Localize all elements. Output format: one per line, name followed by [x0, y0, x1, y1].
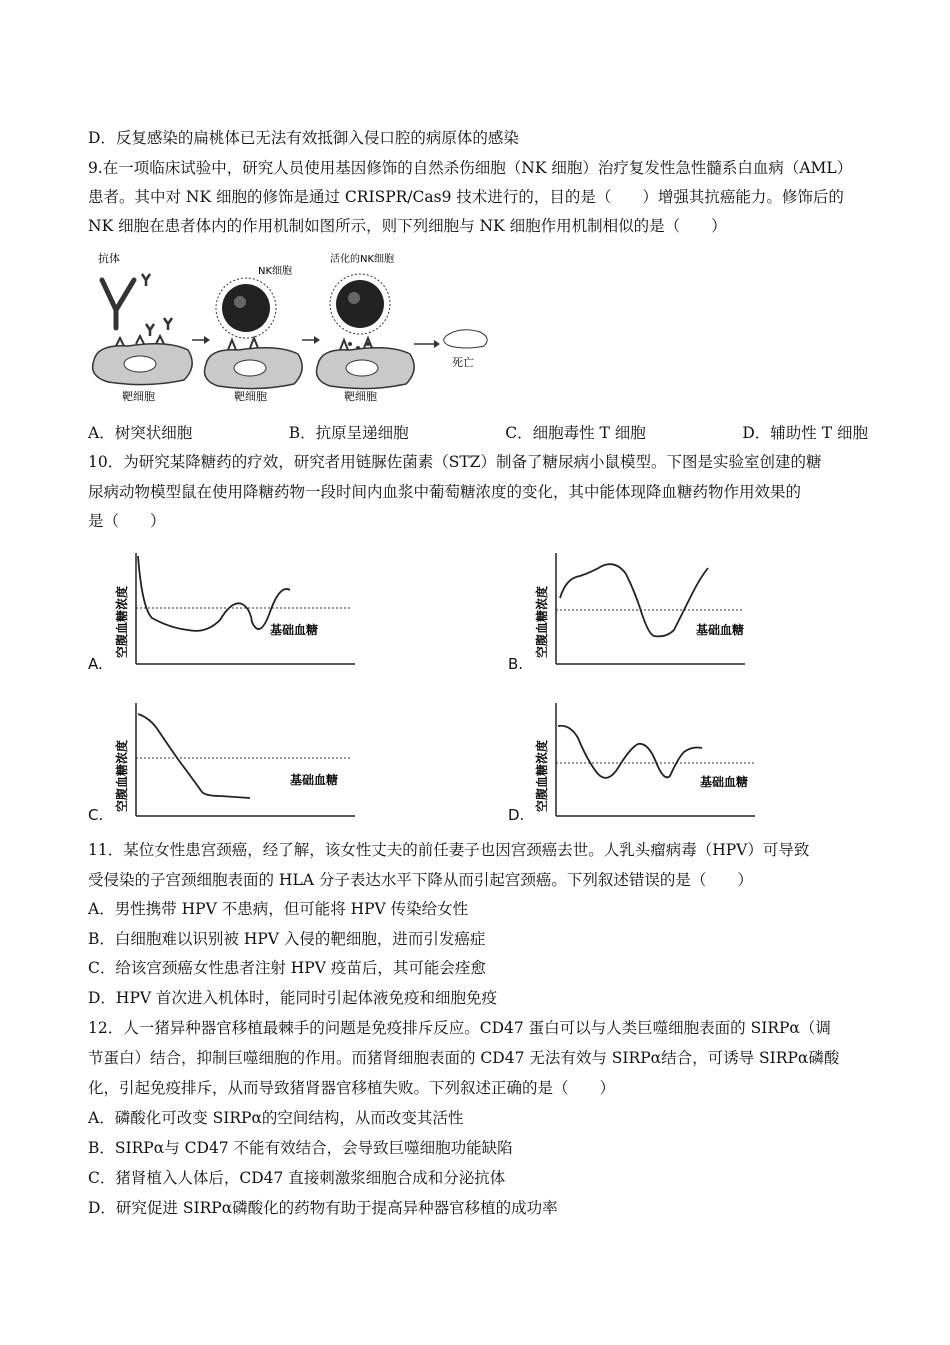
graph-c-ylabel: 空腹血糖浓度 — [115, 739, 129, 812]
target-cell-1 — [93, 336, 193, 385]
graph-b-ylabel: 空腹血糖浓度 — [535, 585, 549, 658]
nk-cell-label: NK细胞 — [258, 266, 293, 277]
graph-d-label: D. — [508, 806, 525, 824]
nk-cell-mechanism-figure — [88, 248, 498, 408]
target-cell-2 — [205, 338, 303, 389]
q12-option-b: B．SIRPα与 CD47 不能有效结合，会导致巨噬细胞功能缺陷 — [88, 1139, 513, 1157]
q12-stem-line-2: 节蛋白）结合，抑制巨噬细胞的作用。而猪肾细胞表面的 CD47 无法有效与 SIRPα结合，可诱导 SIRPα磷酸 — [88, 1049, 840, 1067]
arrow-1-head — [204, 336, 210, 344]
graph-d — [530, 698, 780, 823]
graph-d-ylabel: 空腹血糖浓度 — [535, 739, 549, 812]
q9-option-d: D．辅助性 T 细胞 — [742, 424, 868, 442]
q12-option-a: A．磷酸化可改变 SIRPα的空间结构，从而改变其活性 — [88, 1109, 464, 1127]
target-cell-label-2: 靶细胞 — [234, 390, 267, 403]
graph-b-baseline-label: 基础血糖 — [696, 623, 745, 637]
graph-a-ylabel: 空腹血糖浓度 — [115, 585, 129, 658]
graph-a-curve — [138, 556, 290, 631]
activated-nk-cell — [330, 274, 390, 350]
q9-option-c: C．细胞毒性 T 细胞 — [505, 424, 646, 442]
arrow-2-head — [314, 336, 320, 344]
q9-options — [88, 421, 868, 443]
death-label: 死亡 — [452, 356, 474, 369]
small-antibody-icon — [142, 274, 172, 336]
graph-b-curve — [560, 564, 708, 636]
target-cell-3 — [317, 338, 415, 389]
q11-stem-line-1: 11．某位女性患宫颈癌，经了解，该女性丈夫的前任妻子也因宫颈癌去世。人乳头瘤病毒（HPV）可导致 — [88, 841, 810, 859]
q9-stem-line-3: NK 细胞在患者体内的作用机制如图所示，则下列细胞与 NK 细胞作用机制相似的是（ ） — [88, 217, 727, 235]
q11-option-d: D．HPV 首次进入机体时，能同时引起体液免疫和细胞免疫 — [88, 989, 497, 1007]
q12-option-d: D．研究促进 SIRPα磷酸化的药物有助于提高异种器官移植的成功率 — [88, 1199, 558, 1217]
q9-option-b: B．抗原呈递细胞 — [288, 424, 409, 442]
q10-stem-line-3: 是（ ） — [88, 512, 166, 530]
graph-b-label: B. — [508, 655, 524, 673]
graph-a-label: A. — [88, 655, 103, 673]
graph-a — [110, 548, 360, 673]
graph-c — [110, 698, 360, 823]
q12-option-c: C．猪肾植入人体后，CD47 直接刺激浆细胞合成和分泌抗体 — [88, 1169, 506, 1187]
q9-option-a: A．树突状细胞 — [88, 424, 193, 442]
q9-stem-line-2: 患者。其中对 NK 细胞的修饰是通过 CRISPR/Cas9 技术进行的，目的是（ ）增强其抗癌能力。修饰后的 — [88, 188, 844, 206]
nk-cell-1 — [216, 278, 276, 338]
q12-stem-line-3: 化，引起免疫排斥，从而导致猪肾器官移植失败。下列叙述正确的是（ ） — [88, 1079, 616, 1097]
graph-b — [530, 548, 780, 673]
graph-d-curve — [558, 726, 702, 778]
graph-a-baseline-label: 基础血糖 — [270, 623, 319, 637]
graph-c-label: C. — [88, 806, 104, 824]
antibody-icon — [102, 280, 134, 328]
q11-option-c: C．给该宫颈癌女性患者注射 HPV 疫苗后，其可能会痊愈 — [88, 959, 486, 977]
graph-d-baseline-label: 基础血糖 — [700, 775, 749, 789]
q8-option-d: D．反复感染的扁桃体已无法有效抵御入侵口腔的病原体的感染 — [88, 129, 519, 147]
antibody-label: 抗体 — [98, 252, 120, 265]
graph-c-curve — [138, 714, 250, 798]
graph-c-baseline-label: 基础血糖 — [290, 773, 339, 787]
q12-stem-line-1: 12．人一猪异种器官移植最棘手的问题是免疫排斥反应。CD47 蛋白可以与人类巨噬细胞表面的 SIRPα（调 — [88, 1019, 831, 1037]
dead-cell-icon — [444, 330, 487, 348]
q11-option-b: B．白细胞难以识别被 HPV 入侵的靶细胞，进而引发癌症 — [88, 930, 486, 948]
q9-stem-line-1: 9.在一项临床试验中，研究人员使用基因修饰的自然杀伤细胞（NK 细胞）治疗复发性急性髓系白血病（AML） — [88, 159, 853, 177]
q10-stem-line-1: 10．为研究某降糖药的疗效，研究者用链脲佐菌素（STZ）制备了糖尿病小鼠模型。下图是实验室创建的糖 — [88, 453, 822, 471]
target-cell-label-1: 靶细胞 — [122, 390, 155, 403]
q10-stem-line-2: 尿病动物模型鼠在使用降糖药物一段时间内血浆中葡萄糖浓度的变化，其中能体现降血糖药物作用效果的 — [88, 483, 802, 501]
arrow-3-head — [434, 340, 440, 348]
q11-stem-line-2: 受侵染的子宫颈细胞表面的 HLA 分子表达水平下降从而引起宫颈癌。下列叙述错误的是（ ） — [88, 871, 753, 889]
q11-option-a: A．男性携带 HPV 不患病，但可能将 HPV 传染给女性 — [88, 900, 469, 918]
activated-nk-label: 活化的NK细胞 — [330, 254, 395, 265]
target-cell-label-3: 靶细胞 — [344, 390, 377, 403]
